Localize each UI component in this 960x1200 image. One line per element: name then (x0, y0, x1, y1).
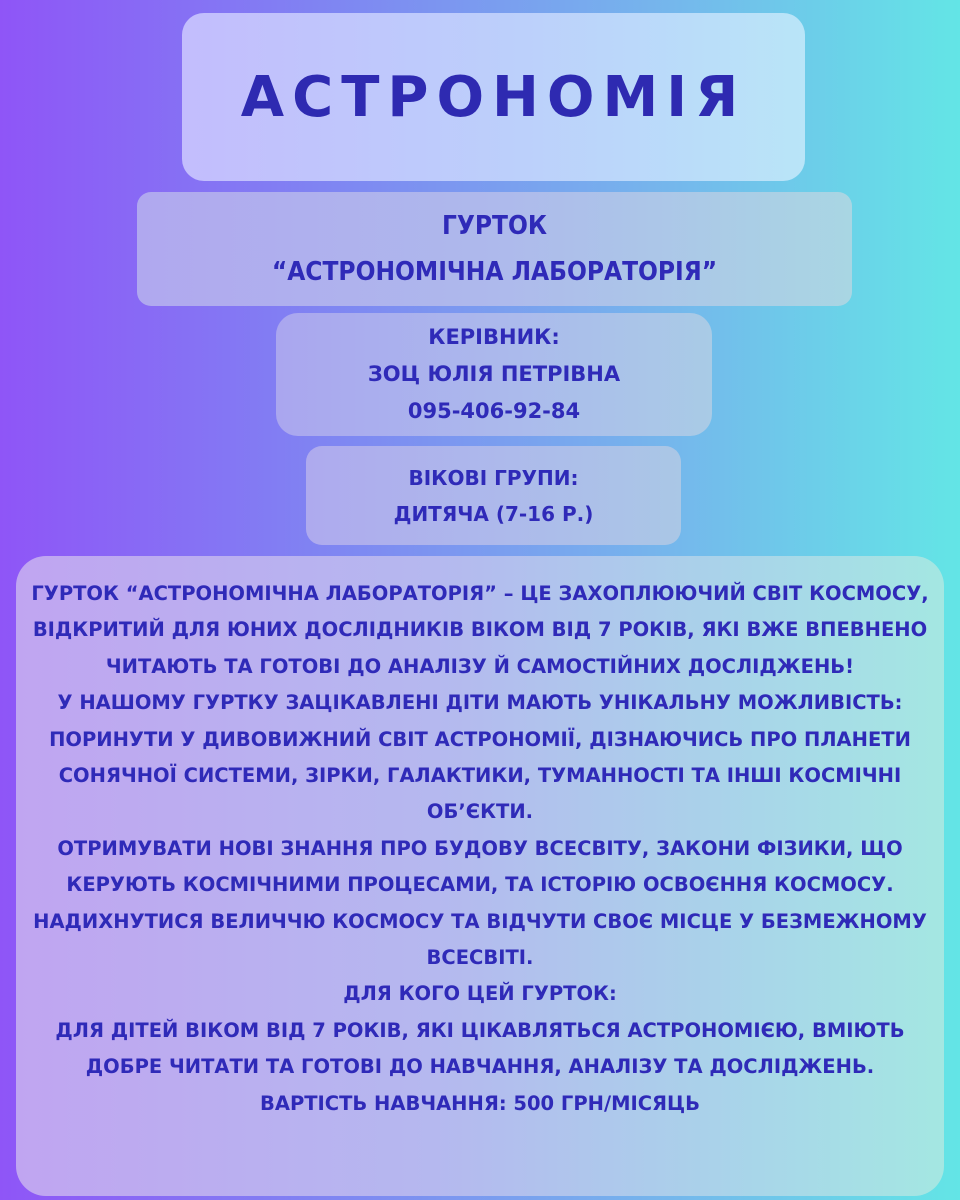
age-groups-value: ДИТЯЧА (7-16 Р.) (393, 501, 594, 526)
description-line: ГУРТОК “АСТРОНОМІЧНА ЛАБОРАТОРІЯ” – ЦЕ ЗАХОПЛЮЮЧИЙ СВІТ КОСМОСУ, (31, 582, 929, 605)
description-line: КЕРУЮТЬ КОСМІЧНИМИ ПРОЦЕСАМИ, ТА ІСТОРІЮ ОСВОЄННЯ КОСМОСУ. (66, 873, 894, 897)
description-line: ДЛЯ КОГО ЦЕЙ ГУРТОК: (343, 982, 617, 1006)
page-title: АСТРОНОМІЯ (240, 64, 747, 130)
description-line: ВСЕСВІТІ. (426, 946, 534, 970)
leader-card (276, 313, 712, 436)
description-line: ЧИТАЮТЬ ТА ГОТОВІ ДО АНАЛІЗУ Й САМОСТІЙНИХ ДОСЛІДЖЕНЬ! (105, 654, 855, 678)
title-card (182, 13, 805, 181)
club-label: ГУРТОК (441, 211, 548, 241)
club-name-card (137, 192, 852, 306)
description-line: ДЛЯ ДІТЕЙ ВІКОМ ВІД 7 РОКІВ, ЯКІ ЦІКАВЛЯТЬСЯ АСТРОНОМІЄЮ, ВМІЮТЬ (55, 1018, 905, 1042)
price-line: ВАРТІСТЬ НАВЧАННЯ: 500 ГРН/МІСЯЦЬ (259, 1091, 701, 1115)
leader-phone: 095-406-92-84 (407, 399, 581, 423)
description-line: СОНЯЧНОЇ СИСТЕМИ, ЗІРКИ, ГАЛАКТИКИ, ТУМАННОСТІ ТА ІНШІ КОСМІЧНІ (58, 764, 902, 788)
description-line: ДОБРЕ ЧИТАТИ ТА ГОТОВІ ДО НАВЧАННЯ, АНАЛІЗУ ТА ДОСЛІДЖЕНЬ. (85, 1055, 875, 1079)
description-card (16, 556, 944, 1196)
description-line: ПОРИНУТИ У ДИВОВИЖНИЙ СВІТ АСТРОНОМІЇ, ДІЗНАЮЧИСЬ ПРО ПЛАНЕТИ (49, 727, 911, 751)
age-groups-card (306, 446, 681, 545)
description-line: У НАШОМУ ГУРТКУ ЗАЦІКАВЛЕНІ ДІТИ МАЮТЬ УНІКАЛЬНУ МОЖЛИВІСТЬ: (57, 691, 903, 715)
club-name: “АСТРОНОМІЧНА ЛАБОРАТОРІЯ” (271, 257, 718, 287)
description-line: НАДИХНУТИСЯ ВЕЛИЧЧЮ КОСМОСУ ТА ВІДЧУТИ СВОЄ МІСЦЕ У БЕЗМЕЖНОМУ (33, 909, 927, 933)
age-groups-label: ВІКОВІ ГРУПИ: (408, 465, 579, 490)
leader-name: ЗОЦ ЮЛІЯ ПЕТРІВНА (367, 362, 621, 386)
description-line: ОБ’ЄКТИ. (426, 800, 534, 824)
description-line: ОТРИМУВАТИ НОВІ ЗНАННЯ ПРО БУДОВУ ВСЕСВІТУ, ЗАКОНИ ФІЗИКИ, ЩО (57, 836, 903, 860)
leader-label: КЕРІВНИК: (428, 325, 560, 349)
description-line: ВІДКРИТИЙ ДЛЯ ЮНИХ ДОСЛІДНИКІВ ВІКОМ ВІД 7 РОКІВ, ЯКІ ВЖЕ ВПЕВНЕНО (32, 618, 928, 642)
